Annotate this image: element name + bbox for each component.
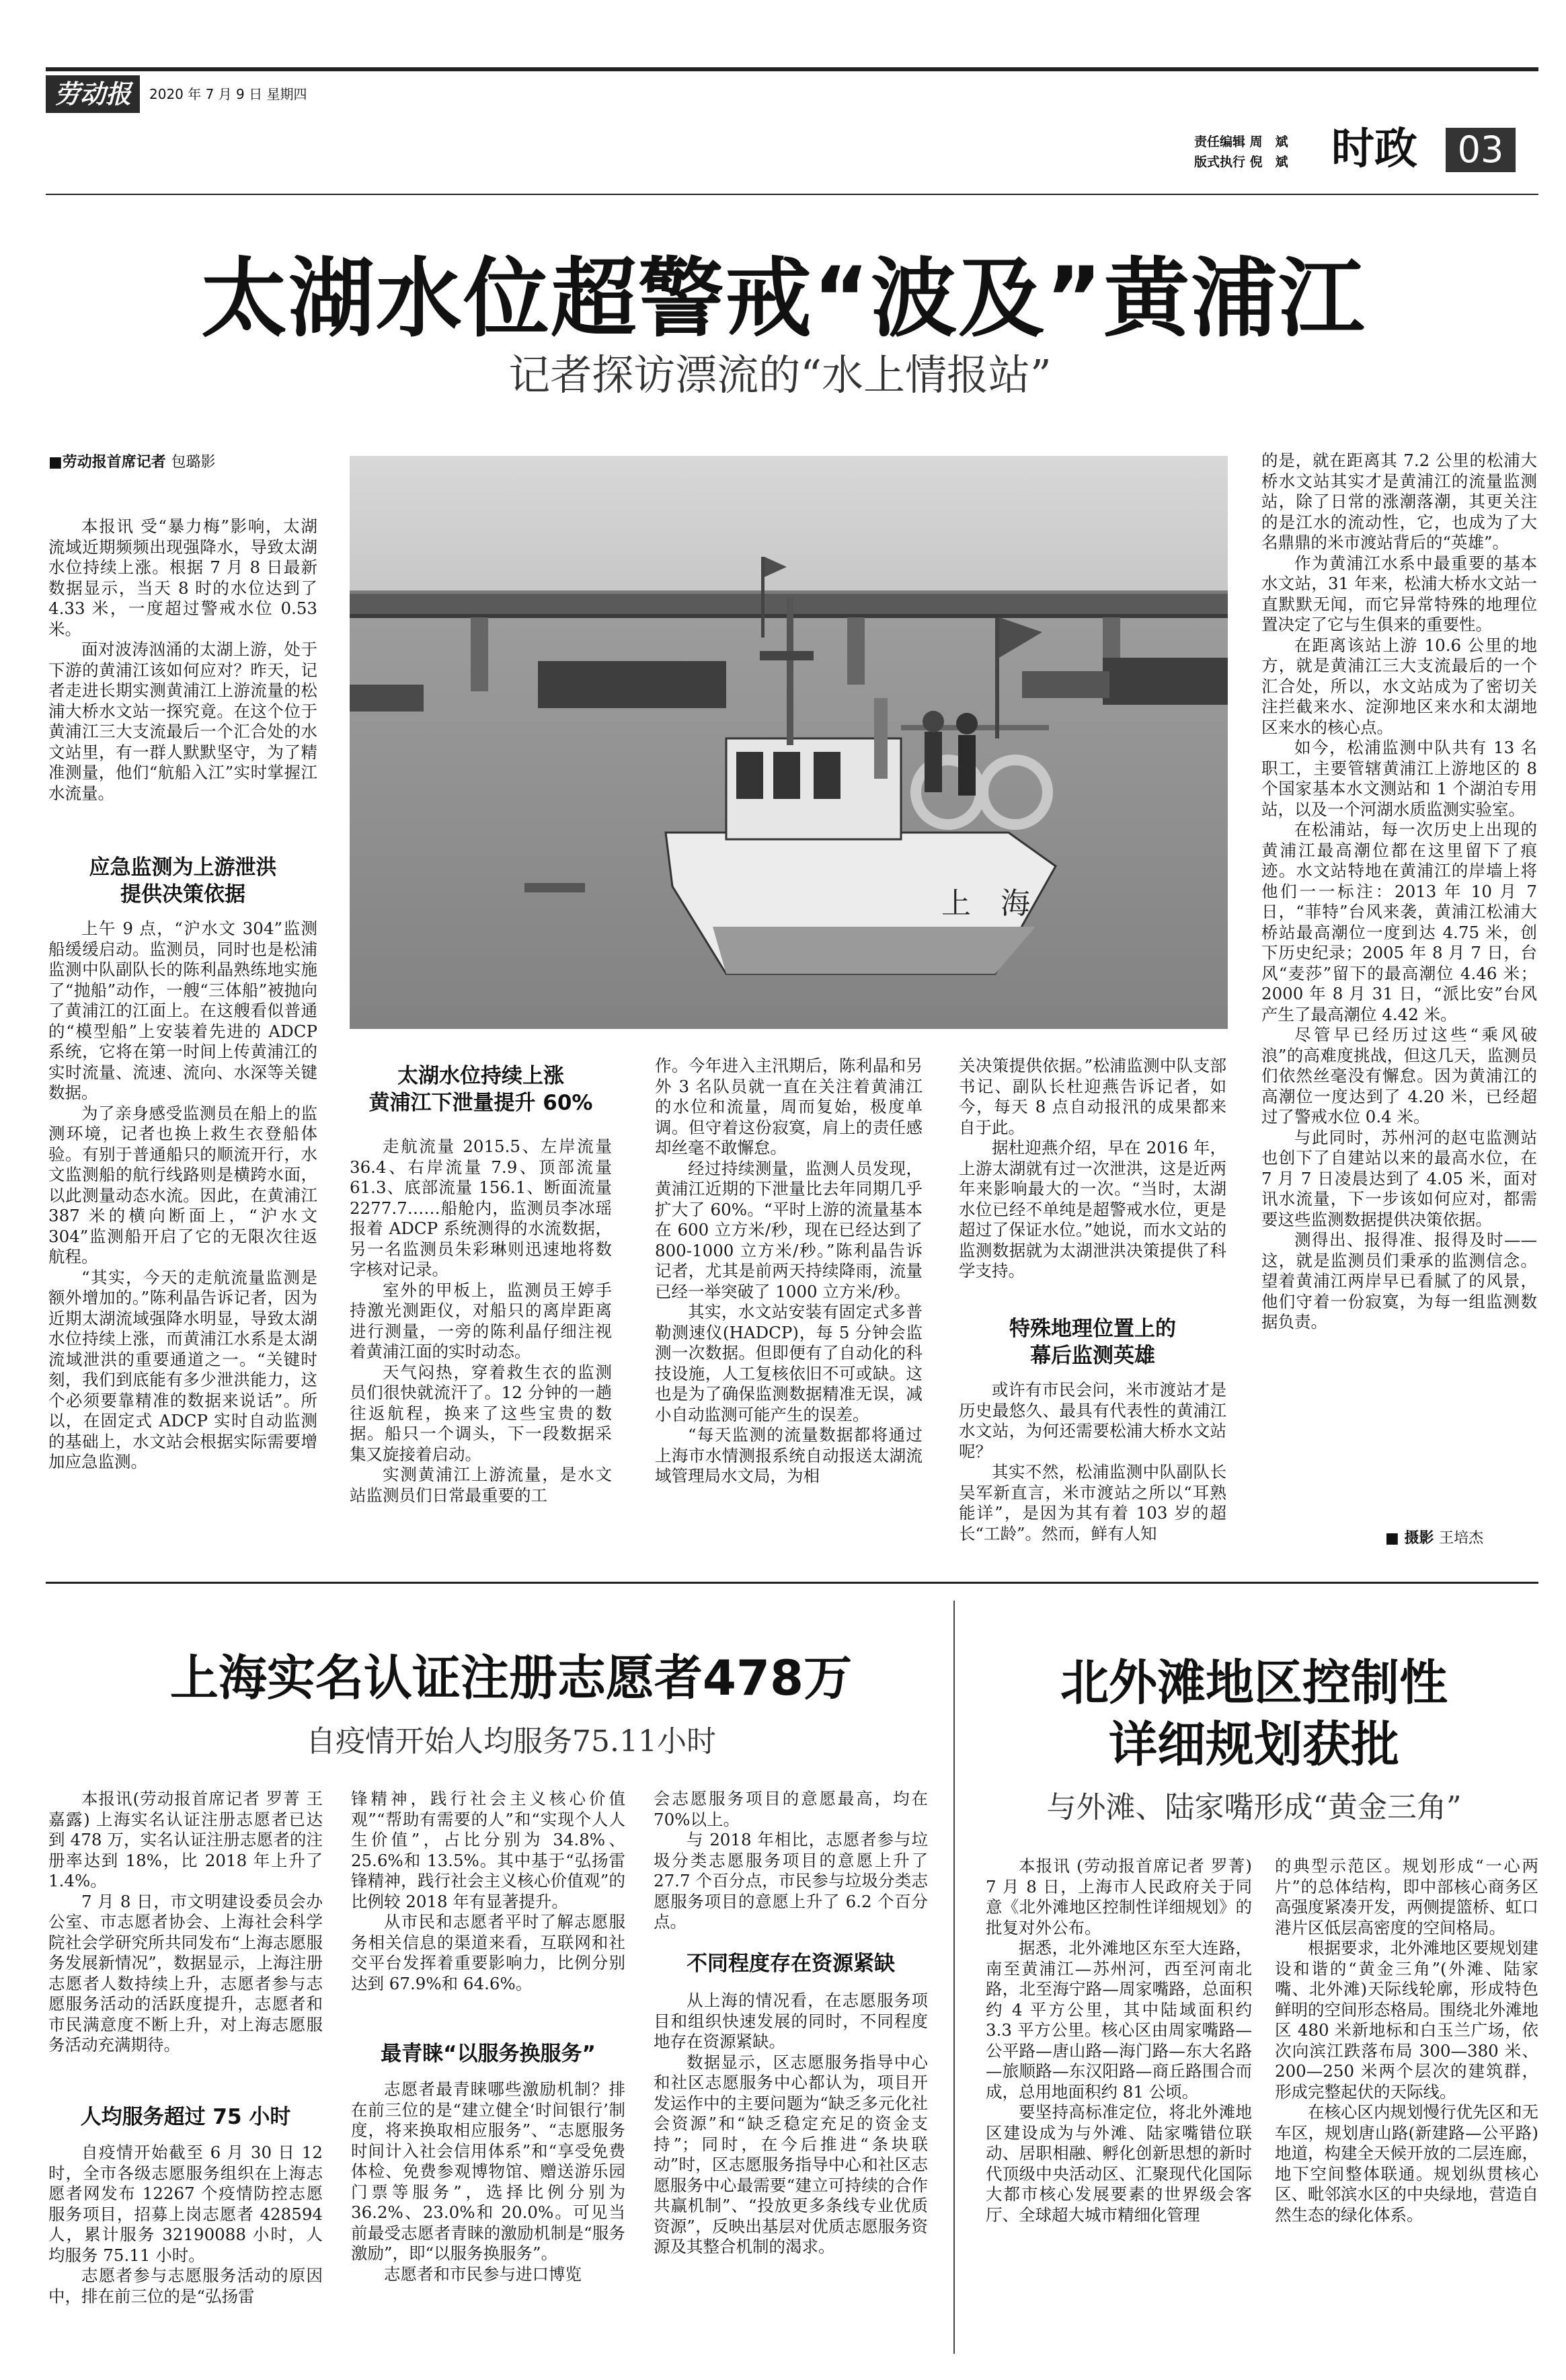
bund-col2-p2: 根据要求，北外滩地区要规划建设和谐的“黄金三角”(外滩、陆家嘴、北外滩)天际线轮廓，形成特色鲜明的空间形态格局。围绕北外滩地区 480 米新地标和白玉兰广场，依次向滨江跌落布局 300—380 米、200—250 米两个层次的建筑群，形成完整起伏的天际线。 [1275,1938,1538,2102]
bund-col2-p3: 在核心区内规划慢行优先区和无车区，规划唐山路(新建路—公平路)地道，构建全天候开放的二层连廊，地下空间整体联通。规划纵贯核心区、毗邻滨水区的中央绿地，营造自然生态的绿化体系。 [1275,2102,1538,2225]
lead-col1-p3: 上午 9 点，“沪水文 304”监测船缓缓启动。监测员，同时也是松浦监测中队副队长的陈利晶熟练地实施了“抛船”动作，一艘“三体船”被抛向了黄浦江的江面上。在这艘看似普通的“模型船”上安装着先进的 ADCP 系统，它将在第一时间上传黄浦江的实时流量、流速、流向、水深等关键数据。 [48,919,317,1102]
bund-col1-p2: 据悉，北外滩地区东至大连路，南至黄浦江—苏州河，西至河南北路，北至海宁路—周家嘴路，总面积约 4 平方公里，其中陆域面积约 3.3 平方公里。核心区由周家嘴路—公平路—唐山路—海门路—东大名路—旅顺路—东汉阳路—商丘路围合而成，总用地面积约 81 公顷。 [986,1938,1252,2102]
lead-col5-p3: 在距离该站上游 10.6 公里的地方，就是黄浦江三大支流最后的一个汇合处，所以，水文站成为了密切关注拦截来水、淀泖地区来水和太湖地区来水的核心点。 [1261,635,1537,737]
lead-col1-p1: 本报讯 受“暴力梅”影响，太湖流域近期频频出现强降水，导致太湖水位持续上涨。根据 7 月 8 日最新数据显示，当天 8 时的水位达到了 4.33 米，一度超过警戒水位 0.53 米。 [48,516,317,639]
volunteer-subhead-incentive: 最青睐“以服务换服务” [381,2042,596,2066]
lead-col5-p1: 的是，就在距离其 7.2 公里的松浦大桥水文站其实才是黄浦江的流量监测站，除了日常的涨潮落潮，其更关注的是江水的流动性，它，也成为了大名鼎鼎的米市渡站背后的“英雄”。 [1261,451,1537,552]
volunteer-col1-bottom [48,2143,323,2307]
lead-col1-bottom [48,919,317,1473]
volunteer-col2-p4: 志愿者和市民参与进口博览 [384,2264,582,2284]
volunteer-col2-p2: 从市民和志愿者平时了解志愿服务相关信息的渠道来看，互联网和社交平台发挥着重要影响力，比例分别达到 67.9%和 64.6%。 [351,1912,625,1993]
volunteer-col2-p3: 志愿者最青睐哪些激励机制？排在前三位的是“建立健全‘时间银行’制度，将来换取相应服务”、“志愿服务时间计入社会信用体系”和“享受免费体检、免费参观博物馆、赠送游乐园门票等服务”，选择比例分别为 36.2%、23.0%和 20.0%。可见当前最受志愿者青睐的激励机制是“服务激励”，即“以服务换服务”。 [351,2079,625,2263]
volunteer-col3-p1: 会志愿服务项目的意愿最高，均在 70%以上。 [654,1789,928,1829]
lead-col4-p2: 据杜迎燕介绍，早在 2016 年，上游太湖就有过一次泄洪，这是近两年来影响最大的一次。“当时，太湖水位已经不单纯是超警戒水位，更是超过了保证水位。”她说，而水文站的监测数据就为太湖泄洪决策提供了科学支持。 [959,1138,1226,1280]
column-divider [953,1601,955,2354]
volunteer-col1-p4: 志愿者参与志愿服务活动的原因中，排在前三位的是“弘扬雷 [48,2266,323,2306]
boat-photo-illustration [350,456,1228,1029]
section-name: 时政 [1331,124,1417,174]
volunteer-col2-p1: 锋精神，践行社会主义核心价值观”“帮助有需要的人”和“实现个人人生价值”，占比分别为 34.8%、25.6%和 13.5%。其中基于“弘扬雷锋精神，践行社会主义核心价值观”的比例较 2018 年有显著提升。 [351,1789,625,1911]
lead-col4-p1: 关决策提供依据。”松浦监测中队支部书记、副队长杜迎燕告诉记者，如今，每天 8 点自动报汛的成果都来自于此。 [959,1056,1226,1137]
lead-col3-p3: 其实，水文站安装有固定式多普勒测速仪(HADCP)，每 5 分钟会监测一次数据。但即便有了自动化的科技设施，人工复核依旧不可或缺。这也是为了确保监测数据精准无误，减小自动监测可能产生的误差。 [655,1302,923,1424]
lead-col5-p4: 如今，松浦监测中队共有 13 名职工，主要管辖黄浦江上游地区的 8 个国家基本水文测站和 1 个湖泊专用站，以及一个河湖水质监测实验室。 [1261,738,1537,819]
lead-headline: 太湖水位超警戒“波及”黄浦江 [200,249,1366,349]
volunteer-col3-p4: 数据显示，区志愿服务指导中心和社区志愿服务中心都认为，项目开发运作中的主要问题为“缺乏多元化社会资源”和“缺乏稳定充足的资金支持”；同时，在今后推进“条块联动”时，区志愿服务指导中心和社区志愿服务中心最需要“建立可持续的合作共赢机制”、“投放更多条线专业优质资源”，反映出基层对优质志愿服务资源及其整合机制的渴求。 [654,2052,928,2256]
volunteer-col1-p1: 本报讯(劳动报首席记者 罗菁 王嘉露) 上海实名认证注册志愿者已达到 478 万，实名认证注册志愿者的注册率达到 18%，比 2018 年上升了 1.4%。 [48,1789,323,1890]
lead-col5-p7: 与此同时，苏州河的赵屯监测站也创下了自建站以来的最高水位，在 7 月 7 日凌晨达到了 4.05 米，面对讯水流量，下一步该如何应对，都需要这些监测数据提供决策依据。 [1261,1127,1537,1229]
bund-col1-p3: 要坚持高标准定位，将北外滩地区建设成为与外滩、陆家嘴错位联动、居职相融、孵化创新思想的新时代顶级中央活动区、汇聚现代化国际大都市核心发展要素的世界级会客厅、全球超大城市精细化管理 [986,2102,1252,2225]
masthead-top-rule [46,67,1538,71]
masthead-bottom-rule [46,194,1538,195]
volunteer-col3-p3: 从上海的情况看，在志愿服务项目和组织快速发展的同时，不同程度地存在资源紧缺。 [654,1991,928,2051]
lead-col5-p5: 在松浦站，每一次历史上出现的黄浦江最高潮位都在这里留下了痕迹。水文站特地在黄浦江的岸墙上将他们一一标注：2013 年 10 月 7 日，“菲特”台风来袭，黄浦江松浦大桥站最高潮位一度到达 4.75 米，创下历史纪录；2005 年 8 月 7 日，台风“麦莎”留下的最高潮位 4.46 米；2000 年 8 月 31 日，“派比安”台风产生了最高潮位 4.42 米。 [1261,820,1537,1024]
volunteer-col3-bottom [654,1991,928,2258]
lead-col3-p2: 经过持续测量，监测人员发现，黄浦江近期的下泄量比去年同期几乎扩大了 60%。“平时上游的流量基本在 600 立方米/秒，现在已经达到了 800-1000 立方米/秒。”陈利晶告诉记者，尤其是前两天持续降雨，流量已经一举突破了 1000 立方米/秒。 [655,1158,923,1301]
volunteer-col3-top [654,1789,928,1933]
lead-col4-bottom [959,1380,1226,1544]
lead-col1-top [48,516,317,804]
lead-col4-top [959,1056,1226,1282]
lead-subheadline: 记者探访漂流的“水上情报站” [508,350,1052,399]
photo-credit: ■ 摄影 王培杰 [1385,1530,1484,1547]
volunteer-subheadline: 自疫情开始人均服务75.11小时 [306,1724,716,1759]
section-divider [46,1582,1538,1584]
volunteer-subhead-hours: 人均服务超过 75 小时 [80,2105,291,2129]
volunteer-subhead-shortage: 不同程度存在资源紧缺 [687,1952,895,1976]
lead-subhead-discharge: 太湖水位持续上涨 黄浦江下泄量提升 60% [368,1064,593,1115]
editor-credits: 责任编辑 周 斌 版式执行 倪 斌 [1194,135,1288,169]
lead-col1-p2: 面对波涛汹涌的太湖上游，处于下游的黄浦江该如何应对？昨天，记者走进长期实测黄浦江上游流量的松浦大桥水文站一探究竟。在这个位于黄浦江三大支流最后一个汇合处的水文站里，有一群人默默坚守，为了精准测量，他们“航船入江”实时掌握江水流量。 [48,640,317,803]
bund-col1-p1: 本报讯 (劳动报首席记者 罗菁) 7 月 8 日，上海市人民政府关于同意《北外滩地区控制性详细规划》的批复对外公布。 [986,1856,1252,1937]
lead-col5-p2: 作为黄浦江水系中最重要的基本水文站，31 年来，松浦大桥水文站一直默默无闻，而它异常特殊的地理位置决定了它与生俱来的重要性。 [1261,553,1537,634]
volunteer-col1-p2: 7 月 8 日，市文明建设委员会办公室、市志愿者协会、上海社会科学院社会学研究所共同发布“上海志愿服务发展新情况”，数据显示，上海注册志愿者人数持续上升，志愿者参与志愿服务活动的活跃度提升，志愿者和市民满意度不断上升，对上海志愿服务活动充满期待。 [48,1891,323,2055]
lead-byline: ■劳动报首席记者 包璐影 [48,454,216,471]
lead-col4-p4: 其实不然，松浦监测中队副队长吴军新直言，米市渡站之所以“耳熟能详”，是因为其有着 103 岁的超长“工龄”。然而，鲜有人知 [959,1462,1226,1543]
lead-col3-p1: 作。今年进入主汛期后，陈利晶和另外 3 名队员就一直在关注着黄浦江的水位和流量，周而复始，极度单调。但守着这份寂寞，肩上的责任感却丝毫不敢懈怠。 [655,1056,923,1157]
lead-col2-p4: 实测黄浦江上游流量，是水文站监测员们日常最重要的工 [350,1465,612,1505]
volunteer-col2-bottom [351,2079,625,2285]
bund-col2-p1: 的典型示范区。规划形成“一心两片”的总体结构，即中部核心商务区高强度紧凑开发，两侧提篮桥、虹口港片区低层高密度的空间格局。 [1275,1856,1538,1937]
lead-col2-p2: 室外的甲板上，监测员王婷手持激光测距仪，对船只的离岸距离进行测量，一旁的陈利晶仔细注视着黄浦江面的实时动态。 [350,1280,612,1361]
boat-hull-text: 上 海 [941,886,1030,921]
masthead-logo: 劳动报 [46,75,140,113]
bund-subheadline: 与外滩、陆家嘴形成“黄金三角” [1046,1790,1462,1825]
lead-col5 [1261,451,1537,1333]
bund-headline: 北外滩地区控制性 详细规划获批 [1060,1654,1448,1773]
lead-col5-p8: 测得出、报得准、报得及时——这，就是监测员们秉承的监测信念。望着黄浦江两岸早已看腻了的风景，他们守着一份寂寞，为每一组监测数据负责。 [1261,1230,1537,1332]
lead-col3 [655,1056,923,1487]
lead-col4-p3: 或许有市民会问，米市渡站才是历史最悠久、最具有代表性的黄浦江水文站，为何还需要松浦大桥水文站呢？ [959,1380,1226,1461]
lead-col2 [350,1137,612,1506]
page-number-badge: 03 [1446,128,1516,172]
volunteer-col1-p3: 自疫情开始截至 6 月 30 日 12 时，全市各级志愿服务组织在上海志愿者网发布 12267 个疫情防控志愿服务项目，招募上岗志愿者 428594 人，累计服务 32190088 小时，人均服务 75.11 小时。 [48,2143,323,2265]
issue-date: 2020 年 7 月 9 日 星期四 [149,86,307,102]
lead-col2-p1: 走航流量 2015.5、左岸流量 36.4、右岸流量 7.9、顶部流量 61.3、底部流量 156.1、断面流量 2277.7……船舱内，监测员李冰瑶报着 ADCP 系统测得的水流数据，另一名监测员朱彩琳则迅速地将数字核对记录。 [350,1137,612,1279]
lead-subhead-emergency: 应急监测为上游泄洪 提供决策依据 [89,855,277,907]
volunteer-col3-p2: 与 2018 年相比，志愿者参与垃圾分类志愿服务项目的意愿上升了 27.7 个百分点，市民参与垃圾分类志愿服务项目的意愿上升了 6.2 个百分点。 [654,1830,928,1931]
lead-col1-p4: 为了亲身感受监测员在船上的监测环境，记者也换上救生衣登船体验。有别于普通船只的顺流开行，水文监测船的航行线路则是横跨水面，以此测量动态水流。因此，在黄浦江 387 米的横向断面上，“沪水文 304”监测船开启了它的无限次往返航程。 [48,1103,317,1266]
lead-col2-p3: 天气闷热，穿着救生衣的监测员们很快就流汗了。12 分钟的一趟往返航程，换来了这些宝贵的数据。船只一个调头，下一段数据采集又旋接着启动。 [350,1362,612,1464]
volunteer-col1-top [48,1789,323,2056]
volunteer-col2-top [351,1789,625,1994]
lead-col5-p6: 尽管早已经历过这些“乘风破浪”的高难度挑战，但这几天，监测员们依然丝毫没有懈怠。因为黄浦江的高潮位一度达到了 4.20 米，已经超过了警戒水位 0.4 米。 [1261,1025,1537,1126]
volunteer-headline: 上海实名认证注册志愿者478万 [169,1650,853,1706]
lead-col1-p5: “其实，今天的走航流量监测是额外增加的。”陈利晶告诉记者，因为近期太湖流域强降水明显，导致太湖水位持续上涨，而黄浦江水系是太湖流域泄洪的重要通道之一。“关键时刻，我们到底能有多少泄洪能力，这个必须要靠精准的数据来说话”。所以，在固定式 ADCP 实时自动监测的基础上，水文站会根据实际需要增加应急监测。 [48,1267,317,1471]
lead-photo [350,456,1228,1029]
lead-col3-p4: “每天监测的流量数据都将通过上海市水情测报系统自动报送太湖流域管理局水文局，为相 [655,1425,923,1486]
bund-col2 [1275,1856,1538,2225]
lead-subhead-geography: 特殊地理位置上的 幕后监测英雄 [1009,1317,1176,1368]
bund-col1 [986,1856,1252,2225]
